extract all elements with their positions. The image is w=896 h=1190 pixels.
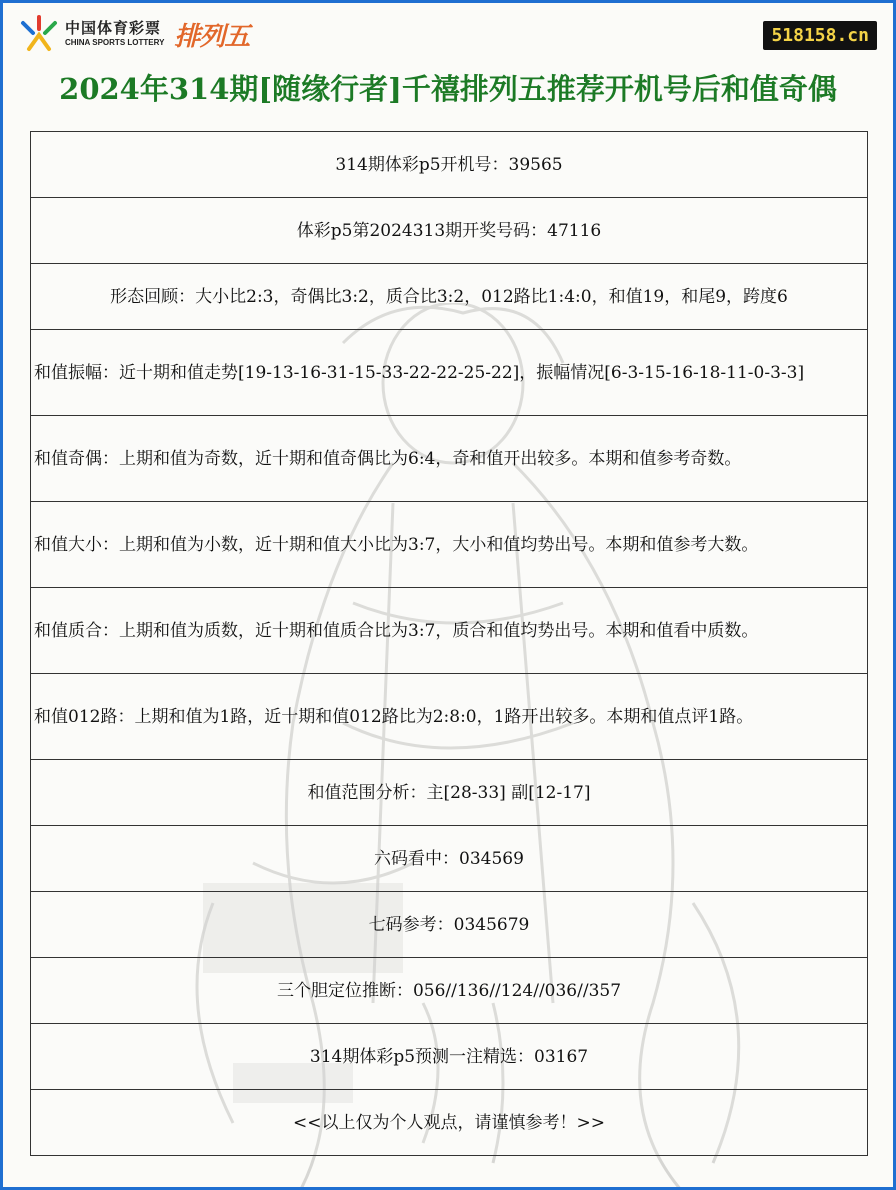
table-cell: 和值012路：上期和值为1路，近十期和值012路比为2:8:0，1路开出较多。本期和值点评1路。 xyxy=(31,674,868,760)
table-cell: <<以上仅为个人观点，请谨慎参考！>> xyxy=(31,1090,868,1156)
table-cell: 314期体彩p5开机号：39565 xyxy=(31,132,868,198)
table-row xyxy=(31,330,868,416)
table-row xyxy=(31,502,868,588)
table-cell: 形态回顾：大小比2:3，奇偶比3:2，质合比3:2，012路比1:4:0，和值19，和尾9，跨度6 xyxy=(31,264,868,330)
table-row xyxy=(31,264,868,330)
table-row xyxy=(31,198,868,264)
prediction-table xyxy=(30,131,868,1156)
table-row xyxy=(31,958,868,1024)
table-row xyxy=(31,1024,868,1090)
table-cell: 314期体彩p5预测一注精选：03167 xyxy=(31,1024,868,1090)
page-title: 2024年314期[随缘行者]千禧排列五推荐开机号后和值奇偶 xyxy=(59,72,837,106)
table-row xyxy=(31,588,868,674)
table-cell: 和值范围分析：主[28-33] 副[12-17] xyxy=(31,760,868,826)
table-row xyxy=(31,760,868,826)
table-cell: 和值质合：上期和值为质数，近十期和值质合比为3:7，质合和值均势出号。本期和值看中质数。 xyxy=(31,588,868,674)
table-cell: 三个胆定位推断：056//136//124//036//357 xyxy=(31,958,868,1024)
logo-english-name: CHINA SPORTS LOTTERY xyxy=(65,38,165,47)
logo-chinese-name: 中国体育彩票 xyxy=(65,19,162,37)
table-row xyxy=(31,416,868,502)
header xyxy=(3,3,893,63)
logo-product-name: 排列五 xyxy=(174,21,250,52)
table-row xyxy=(31,892,868,958)
table-cell: 体彩p5第2024313期开奖号码：47116 xyxy=(31,198,868,264)
china-sports-lottery-logo[interactable] xyxy=(19,15,249,53)
table-cell: 和值振幅：近十期和值走势[19-13-16-31-15-33-22-22-25-22]，振幅情况[6-3-15-16-18-11-0-3-3] xyxy=(31,330,868,416)
lottery-logo-icon xyxy=(19,15,59,53)
table-row xyxy=(31,1090,868,1156)
table-cell: 七码参考：0345679 xyxy=(31,892,868,958)
table-row xyxy=(31,674,868,760)
table-row xyxy=(31,826,868,892)
table-cell: 和值奇偶：上期和值为奇数，近十期和值奇偶比为6:4，奇和值开出较多。本期和值参考奇数。 xyxy=(31,416,868,502)
table-cell: 和值大小：上期和值为小数，近十期和值大小比为3:7，大小和值均势出号。本期和值参考大数。 xyxy=(31,502,868,588)
site-badge[interactable]: 518158.cn xyxy=(763,21,877,50)
table-row xyxy=(31,132,868,198)
table-cell: 六码看中：034569 xyxy=(31,826,868,892)
